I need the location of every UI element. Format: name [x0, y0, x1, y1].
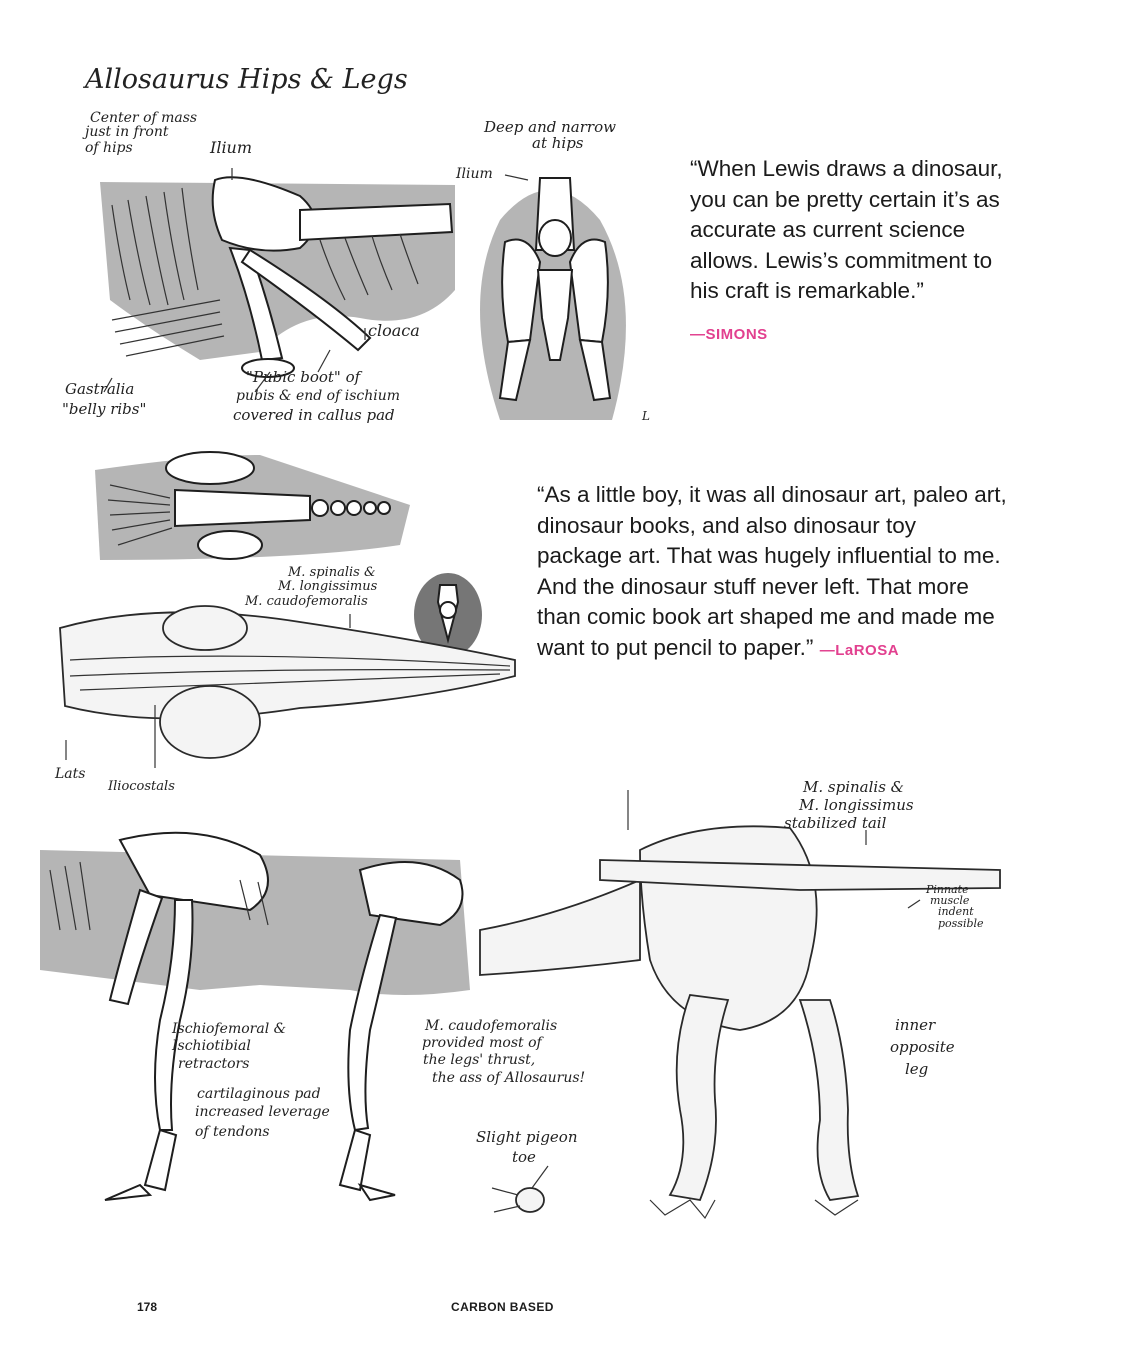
label-deep-narrow: at hips	[532, 134, 584, 152]
hip-frontal-drawing	[480, 175, 626, 420]
pigeon-toe-footprint	[492, 1166, 548, 1212]
page-number: 178	[137, 1300, 158, 1314]
label-caudofemoralis-mid: M. caudofemoralis	[245, 594, 368, 609]
label-pinnate: muscle	[930, 894, 970, 907]
pull-quote-simons	[690, 154, 1020, 345]
label-center-of-mass: Center of mass	[90, 110, 198, 126]
label-gastralia: "belly ribs"	[62, 400, 147, 418]
publication-title: CARBON BASED	[451, 1300, 554, 1314]
label-lats: Lats	[55, 766, 86, 782]
corner-mark: L	[642, 409, 650, 423]
label-inner-leg: opposite	[890, 1038, 955, 1056]
label-cloaca: cloaca	[368, 321, 420, 340]
label-stabilized: stabilized tail	[784, 814, 887, 832]
pull-quote-larosa	[537, 480, 1007, 664]
label-pubic-boot: pubis & end of ischium	[236, 388, 401, 404]
label-stabilized: M. longissimus	[799, 796, 914, 814]
label-caudofemoralis-legs: the legs' thrust,	[423, 1052, 536, 1068]
label-cartilaginous: of tendons	[195, 1124, 270, 1140]
dorsal-skeleton-drawing	[95, 452, 410, 560]
label-caudofemoralis-legs: the ass of Allosaurus!	[432, 1070, 586, 1086]
quote-text: “When Lewis draws a dinosaur, you can be pretty certain it’s as accurate as current science allows. Lewis’s commitment to his craft is remarkable.”	[690, 156, 1003, 304]
label-pubic-boot: "Pubic boot" of	[246, 368, 361, 386]
quote-attribution: —SIMONS	[690, 325, 768, 343]
label-caudofemoralis-legs: provided most of	[422, 1035, 542, 1051]
label-caudofemoralis-legs: M. caudofemoralis	[425, 1018, 558, 1034]
label-inner-leg: inner	[895, 1016, 936, 1034]
label-iliocostals: Iliocostals	[108, 779, 175, 794]
label-stabilized: M. spinalis &	[803, 778, 905, 796]
label-ilium-front: Ilium	[456, 166, 493, 182]
label-center-of-mass: of hips	[85, 140, 133, 156]
label-pinnate: indent	[938, 905, 974, 918]
leg-muscle-drawing	[480, 790, 1000, 1218]
quote-text: “As a little boy, it was all dinosaur art, paleo art, dinosaur books, and also dinosaur toy package art. That was hugely influential to me. And the dinosaur stuff never left. That more than comic book art shaped me and made me want to put pencil to paper.”	[537, 482, 1007, 660]
quote-attribution: —LaROSA	[819, 641, 900, 659]
label-spinalis: M. longissimus	[278, 579, 378, 594]
label-pubic-boot: covered in callus pad	[233, 406, 395, 424]
hip-lateral-drawing	[100, 168, 455, 392]
label-cartilaginous: increased leverage	[195, 1104, 330, 1120]
label-cartilaginous: cartilaginous pad	[197, 1086, 321, 1102]
label-pigeon-toe: toe	[512, 1148, 536, 1166]
label-ischiofemoral: Ischiofemoral &	[172, 1021, 287, 1037]
label-inner-leg: leg	[905, 1060, 929, 1078]
sketch-title: Allosaurus Hips & Legs	[85, 64, 408, 95]
label-deep-narrow: Deep and narrow	[484, 118, 616, 136]
leg-skeleton-drawing	[40, 833, 470, 1200]
label-pinnate: Pinnate	[926, 883, 969, 896]
label-pigeon-toe: Slight pigeon	[476, 1128, 578, 1146]
label-ischiofemoral: Ischiotibial	[172, 1038, 251, 1054]
label-ischiofemoral: retractors	[178, 1056, 250, 1072]
label-gastralia: Gastralia	[65, 380, 135, 398]
label-ilium: Ilium	[210, 138, 253, 157]
label-pinnate: possible	[938, 917, 984, 930]
label-spinalis: M. spinalis &	[288, 565, 376, 580]
label-center-of-mass: just in front	[85, 124, 169, 140]
